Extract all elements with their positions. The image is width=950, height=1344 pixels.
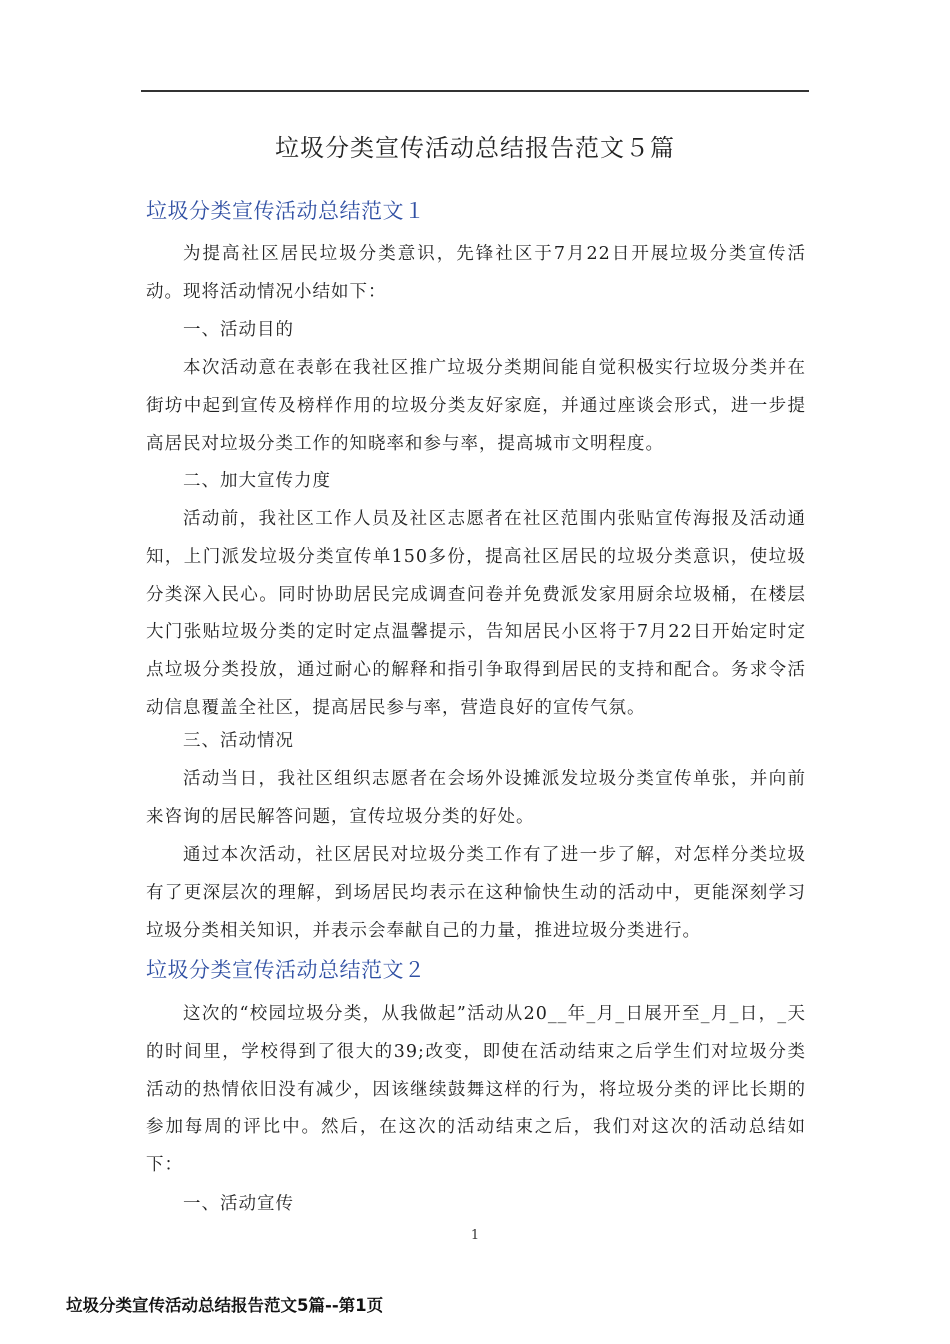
section-1-subheading-purpose: 一、活动目的 [183, 320, 294, 340]
page-footer: 垃圾分类宣传活动总结报告范文5篇--第1页 [66, 1296, 384, 1315]
section-1-paragraph-3: 活动前，我社区工作人员及社区志愿者在社区范围内张贴宣传海报及活动通知，上门派发垃圾分类宣传单150多份，提高社区居民的垃圾分类意识，使垃圾分类深入民心。同时协助居民完成调查问卷并免费派发家用厨余垃圾桶，在楼层大门张贴垃圾分类的定时定点温馨提示，告知居民小区将于7月22日开始定时定点垃圾分类投放，通过耐心的解释和指引争取得到居民的支持和配合。务求令活动信息覆盖全社区，提高居民参与率，营造良好的宣传气氛。 [146, 509, 806, 718]
section-1-heading: 垃圾分类宣传活动总结范文１ [146, 199, 426, 223]
section-2-paragraph-1: 这次的“校园垃圾分类，从我做起”活动从20__年_月_日展开至_月_日，_天的时间里，学校得到了很大的39;改变，即使在活动结束之后学生们对垃圾分类活动的热情依旧没有减少，因该继续鼓舞这样的行为，将垃圾分类的评比长期的参加每周的评比中。然后，在这次的活动结束之后，我们对这次的活动总结如下： [146, 1004, 806, 1176]
header-rule [141, 90, 809, 92]
section-2-subheading-publicity: 一、活动宣传 [183, 1194, 294, 1214]
document-title: 垃圾分类宣传活动总结报告范文５篇 [275, 134, 675, 162]
section-1-paragraph-5: 通过本次活动，社区居民对垃圾分类工作有了进一步了解，对怎样分类垃圾有了更深层次的理解，到场居民均表示在这种愉快生动的活动中，更能深刻学习垃圾分类相关知识，并表示会奉献自己的力量，推进垃圾分类进行。 [146, 845, 806, 941]
section-1-subheading-situation: 三、活动情况 [183, 731, 294, 751]
page-number: 1 [470, 1228, 480, 1243]
section-1-subheading-publicity: 二、加大宣传力度 [183, 471, 331, 491]
section-2-heading: 垃圾分类宣传活动总结范文２ [146, 958, 426, 982]
section-1-paragraph-4: 活动当日，我社区组织志愿者在会场外设摊派发垃圾分类宣传单张，并向前来咨询的居民解答问题，宣传垃圾分类的好处。 [146, 769, 806, 827]
section-1-paragraph-1: 为提高社区居民垃圾分类意识，先锋社区于7月22日开展垃圾分类宣传活动。现将活动情况小结如下： [146, 244, 806, 302]
section-1-paragraph-2: 本次活动意在表彰在我社区推广垃圾分类期间能自觉积极实行垃圾分类并在街坊中起到宣传及榜样作用的垃圾分类友好家庭，并通过座谈会形式，进一步提高居民对垃圾分类工作的知晓率和参与率，提高城市文明程度。 [146, 358, 806, 454]
